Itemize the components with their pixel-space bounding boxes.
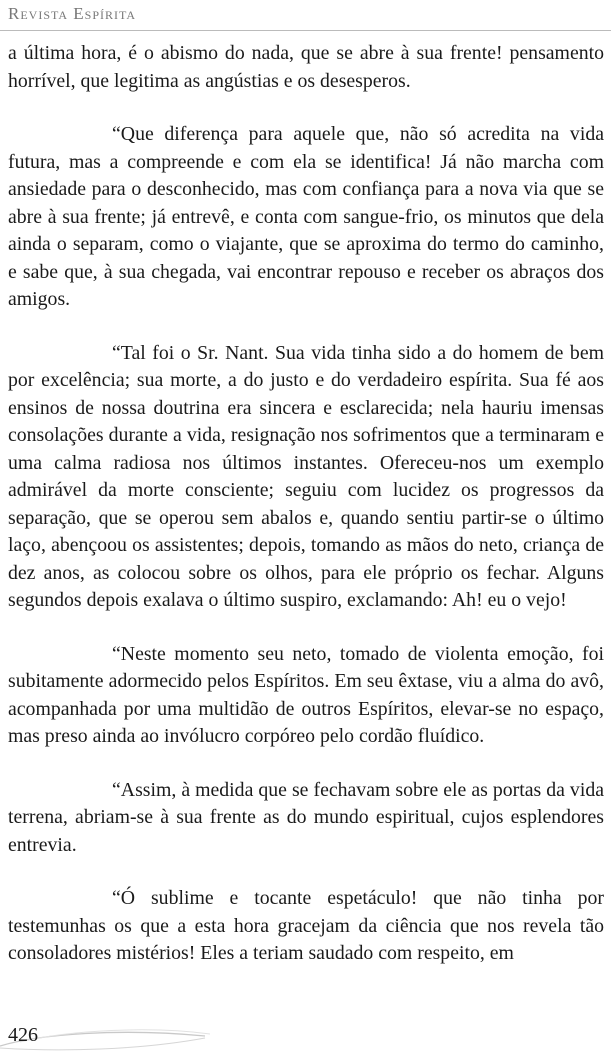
footer-swoosh-decoration xyxy=(0,1012,611,1056)
paragraph-6: “Ó sublime e tocante espetáculo! que não tinha por testemunhas os que a esta hora gracejam da ciência que nos revela tão consoladores mistérios! Eles a teriam saudado com respeito, em xyxy=(8,887,604,964)
page-body xyxy=(8,40,604,968)
paragraph-5: “Assim, à medida que se fechavam sobre ele as portas da vida terrena, abriam-se à sua frente as do mundo espiritual, cujos esplendores entrevia. xyxy=(8,778,604,856)
page-number: 426 xyxy=(8,1024,38,1046)
running-header: Revista Espírita xyxy=(8,4,137,23)
header-divider xyxy=(0,30,611,31)
paragraph-2: “Que diferença para aquele que, não só acredita na vida futura, mas a compreende e com ela se identifica! Já não marcha com ansiedade para o desconhecido, mas com confiança para a nova via que se abre à sua frente; já entrevê, e conta com sangue-frio, os minutos que dela ainda o separam, como o viajante, que se aproxima do termo do caminho, e sabe que, à sua chegada, vai encontrar repouso e receber os abraços dos amigos. xyxy=(8,123,604,310)
paragraph-3: “Tal foi o Sr. Nant. Sua vida tinha sido a do homem de bem por excelência; sua morte, a do justo e do verdadeiro espírita. Sua fé aos ensinos de nossa doutrina era sincera e esclarecida; nela hauriu imensas consolações durante a vida, resignação nos sofrimentos que a terminaram e uma calma radiosa nos últimos instantes. Ofereceu-nos um exemplo admirável da morte consciente; seguiu com lucidez os progressos da separação, que se operou sem abalos e, quando sentiu partir-se o último laço, abençoou os assistentes; depois, tomando as mãos do neto, criança de dez anos, as colocou sobre os olhos, para ele próprio os fechar. Alguns segundos depois exalava o último suspiro, exclamando: Ah! eu o vejo! xyxy=(8,341,604,611)
paragraph-1: a última hora, é o abismo do nada, que se abre à sua frente! pensamento horrível, que legitima as angústias e os desesperos. xyxy=(8,42,604,92)
page-footer xyxy=(0,1012,611,1056)
paragraph-4: “Neste momento seu neto, tomado de violenta emoção, foi subitamente adormecido pelos Espíritos. Em seu êxtase, viu a alma do avô, acompanhada por uma multidão de outros Espíritos, elevar-se no espaço, mas preso ainda ao invólucro corpóreo pelo cordão fluídico. xyxy=(8,642,604,747)
